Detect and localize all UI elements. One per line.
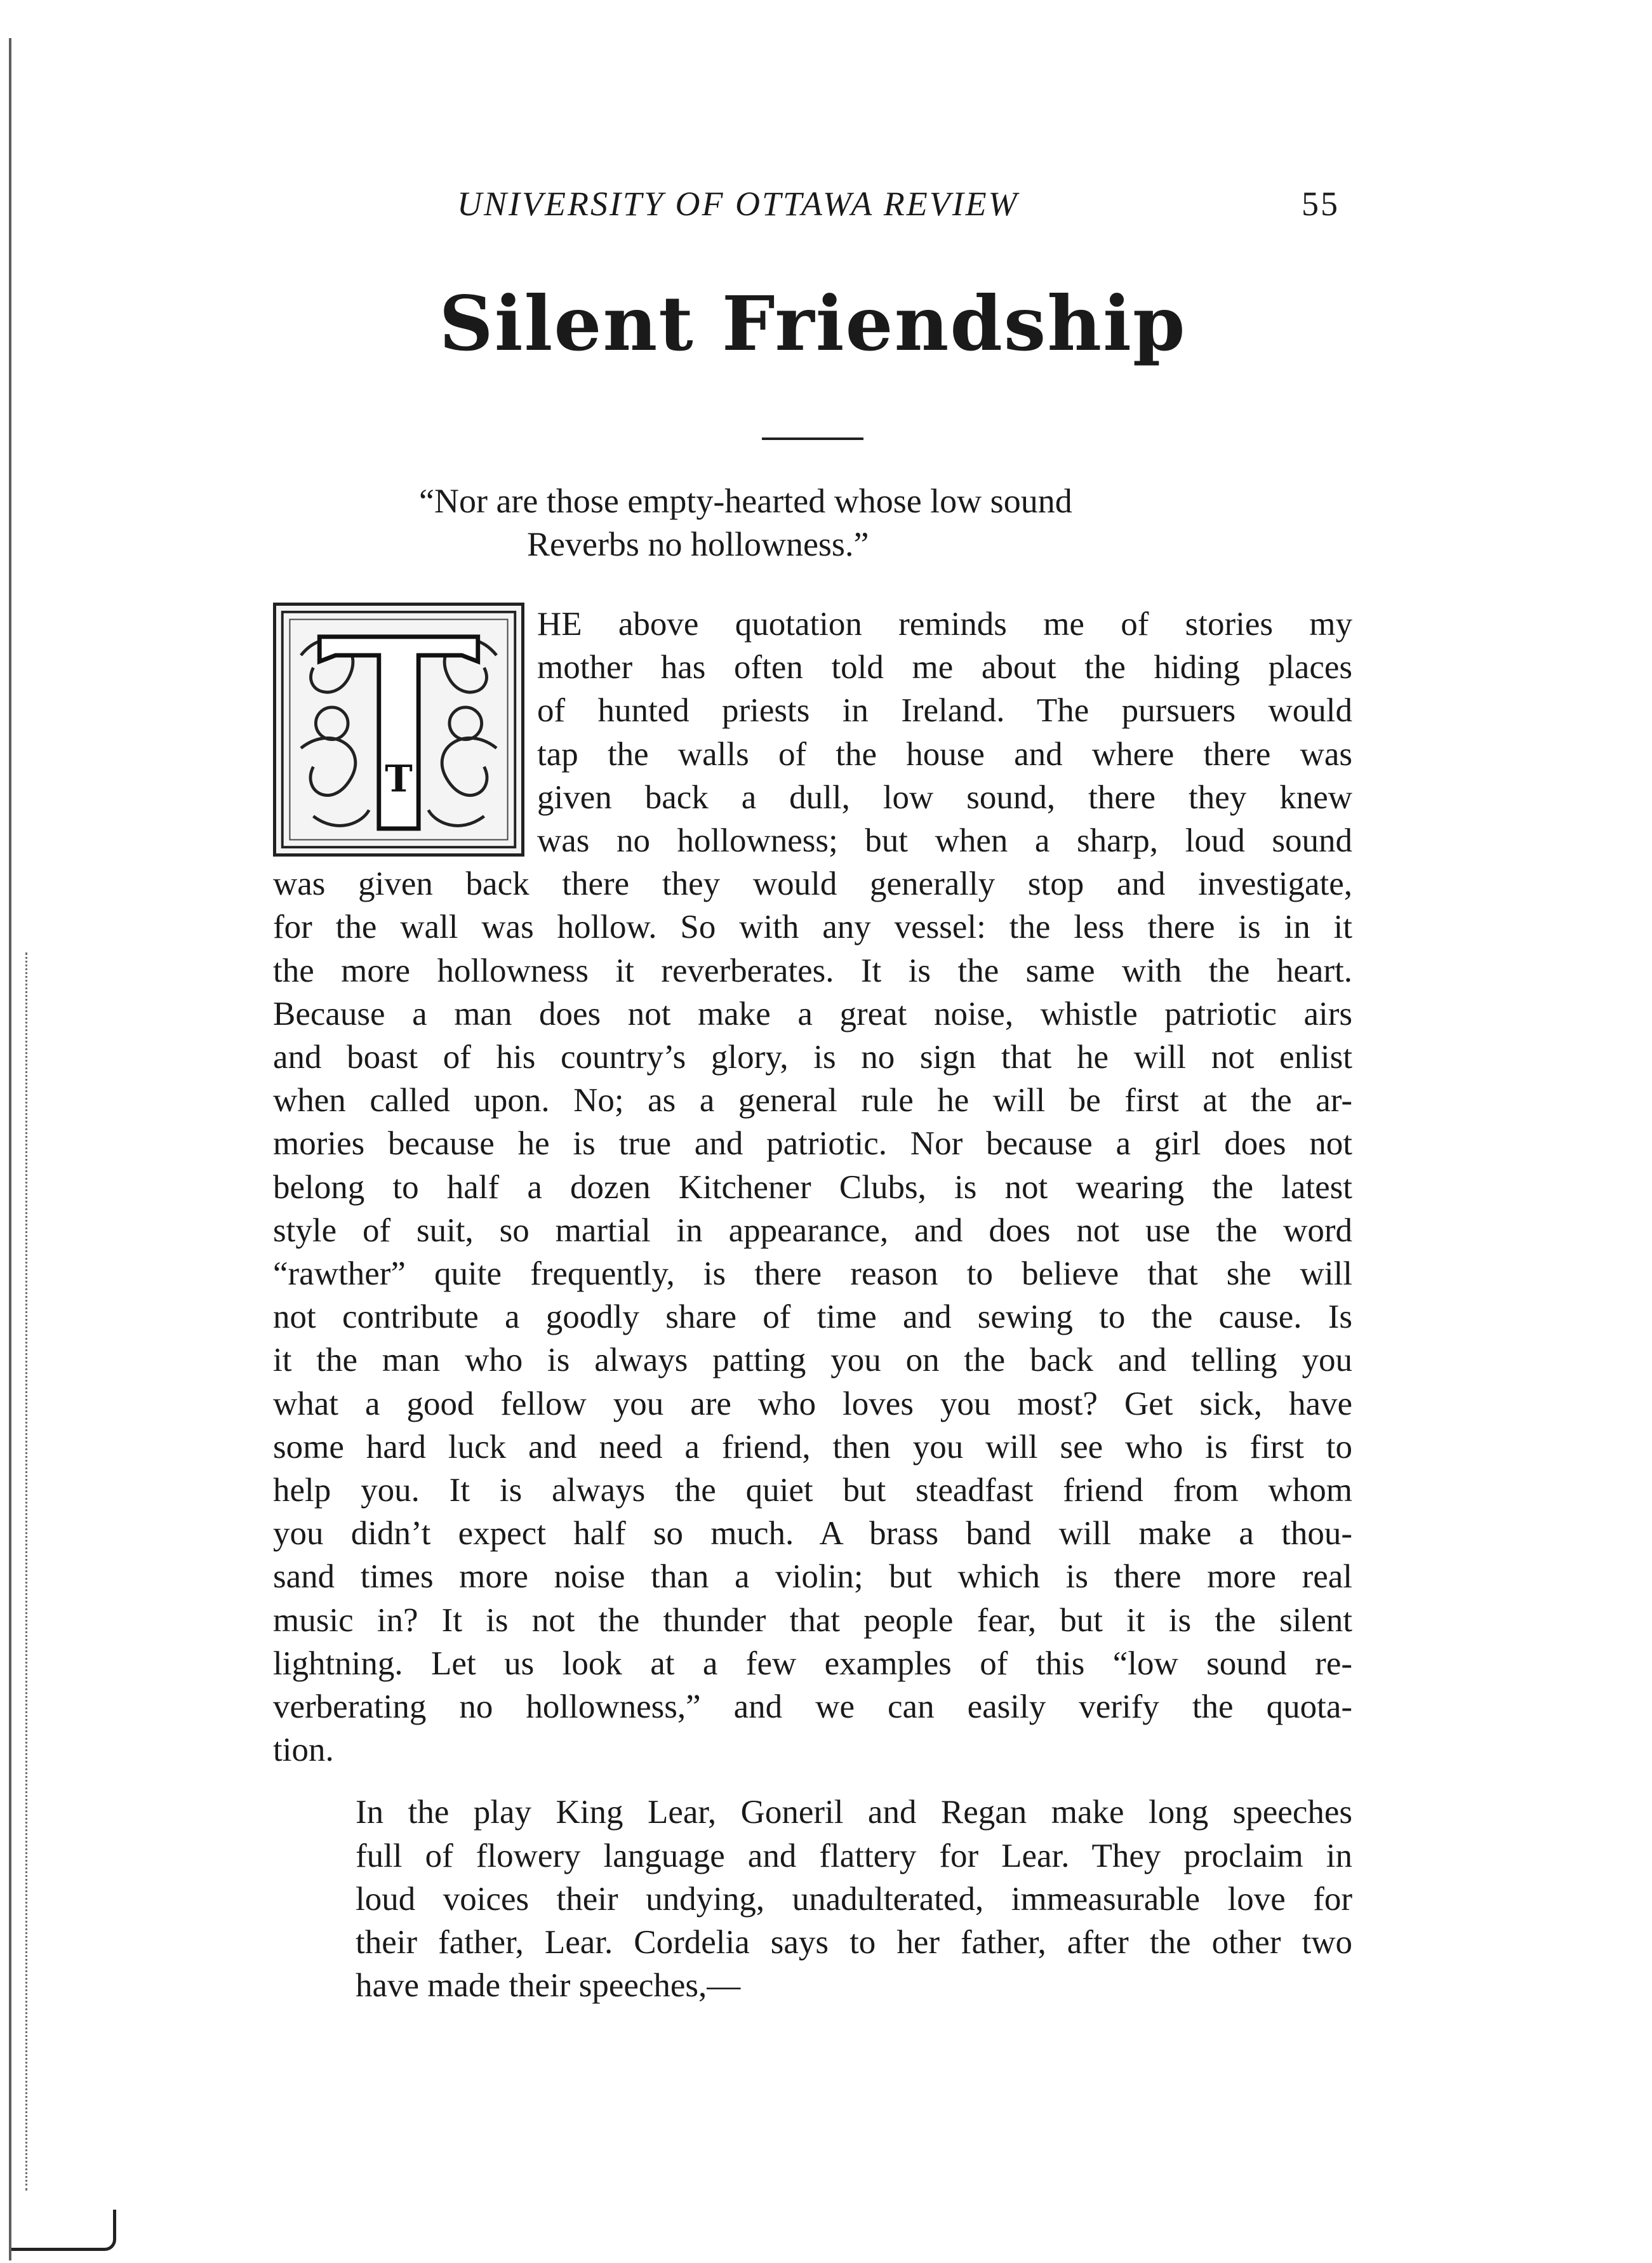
text-line: loud voices their undying, unadulterated, immeasurable love for	[356, 1880, 1352, 1918]
article-title: Silent Friendship	[439, 279, 1187, 368]
text-line: verberating no hollowness,” and we can easily verify the quota-	[273, 1688, 1352, 1726]
epigraph	[273, 479, 1352, 566]
page-binding-shadow	[25, 952, 29, 2191]
text-line: you didn’t expect half so much. A brass band will make a thou-	[273, 1515, 1352, 1552]
ornamental-dropcap	[273, 603, 524, 857]
text-line: mories because he is true and patriotic. Nor because a girl does not	[273, 1125, 1352, 1163]
running-head	[273, 184, 1352, 241]
page-binding-corner	[11, 2210, 116, 2251]
dropcap-ornament-icon	[276, 606, 521, 853]
svg-text:T: T	[385, 756, 413, 801]
text-line: and boast of his country’s glory, is no sign that he will not enlist	[273, 1039, 1352, 1076]
text-line: what a good fellow you are who loves you most? Get sick, have	[273, 1385, 1352, 1422]
text-line: was no hollowness; but when a sharp, loud sound	[537, 822, 1352, 860]
page-binding-edge	[9, 38, 15, 2260]
text-line: In the play King Lear, Goneril and Regan make long speeches	[356, 1794, 1352, 1831]
text-line: not contribute a goodly share of time and sewing to the cause. Is	[273, 1298, 1352, 1336]
text-line: Because a man does not make a great noise, whistle patriotic airs	[273, 995, 1352, 1032]
text-line: their father, Lear. Cordelia says to her father, after the other two	[356, 1924, 1352, 1961]
text-line: help you. It is always the quiet but steadfast friend from whom	[273, 1472, 1352, 1509]
text-line: “rawther” quite frequently, is there reason to believe that she will	[273, 1255, 1352, 1293]
text-line: have made their speeches,—	[356, 1967, 741, 2005]
journal-name: UNIVERSITY OF OTTAWA REVIEW	[457, 185, 1019, 223]
text-line: of hunted priests in Ireland. The pursuers would	[537, 692, 1352, 730]
text-line: some hard luck and need a friend, then you will see who is first to	[273, 1428, 1352, 1465]
text-line: when called upon. No; as a general rule he will be first at the ar-	[273, 1082, 1352, 1119]
epigraph-line-2: Reverbs no hollowness.”	[527, 525, 869, 563]
text-line: belong to half a dozen Kitchener Clubs, is not wearing the latest	[273, 1168, 1352, 1206]
text-line: tion.	[273, 1732, 334, 1769]
text-line: was given back there they would generally stop and investigate,	[273, 865, 1352, 903]
text-line: sand times more noise than a violin; but which is there more real	[273, 1558, 1352, 1596]
title-rule	[762, 437, 863, 440]
text-line: lightning. Let us look at a few examples of this “low sound re-	[273, 1645, 1352, 1682]
document-page	[273, 184, 1352, 2008]
text-line: tap the walls of the house and where there was	[537, 735, 1352, 773]
text-line: given back a dull, low sound, there they knew	[537, 778, 1352, 816]
text-line: it the man who is always patting you on the back and telling you	[273, 1342, 1352, 1379]
text-line: the more hollowness it reverberates. It is the same with the heart.	[273, 952, 1352, 989]
text-line: full of flowery language and flattery for Lear. They proclaim in	[356, 1837, 1352, 1874]
text-line: music in? It is not the thunder that people fear, but it is the silent	[273, 1601, 1352, 1639]
text-line: style of suit, so martial in appearance, and does not use the word	[273, 1212, 1352, 1249]
body-text	[273, 603, 1352, 2008]
epigraph-line-1: “Nor are those empty-hearted whose low sound	[419, 482, 1072, 520]
text-line: mother has often told me about the hiding places	[537, 649, 1352, 686]
paragraph-2	[273, 1791, 1352, 2007]
text-line: for the wall was hollow. So with any vessel: the less there is in it	[273, 909, 1352, 946]
text-line: HE above quotation reminds me of stories my	[537, 606, 1352, 643]
page-number: 55	[1302, 185, 1340, 223]
